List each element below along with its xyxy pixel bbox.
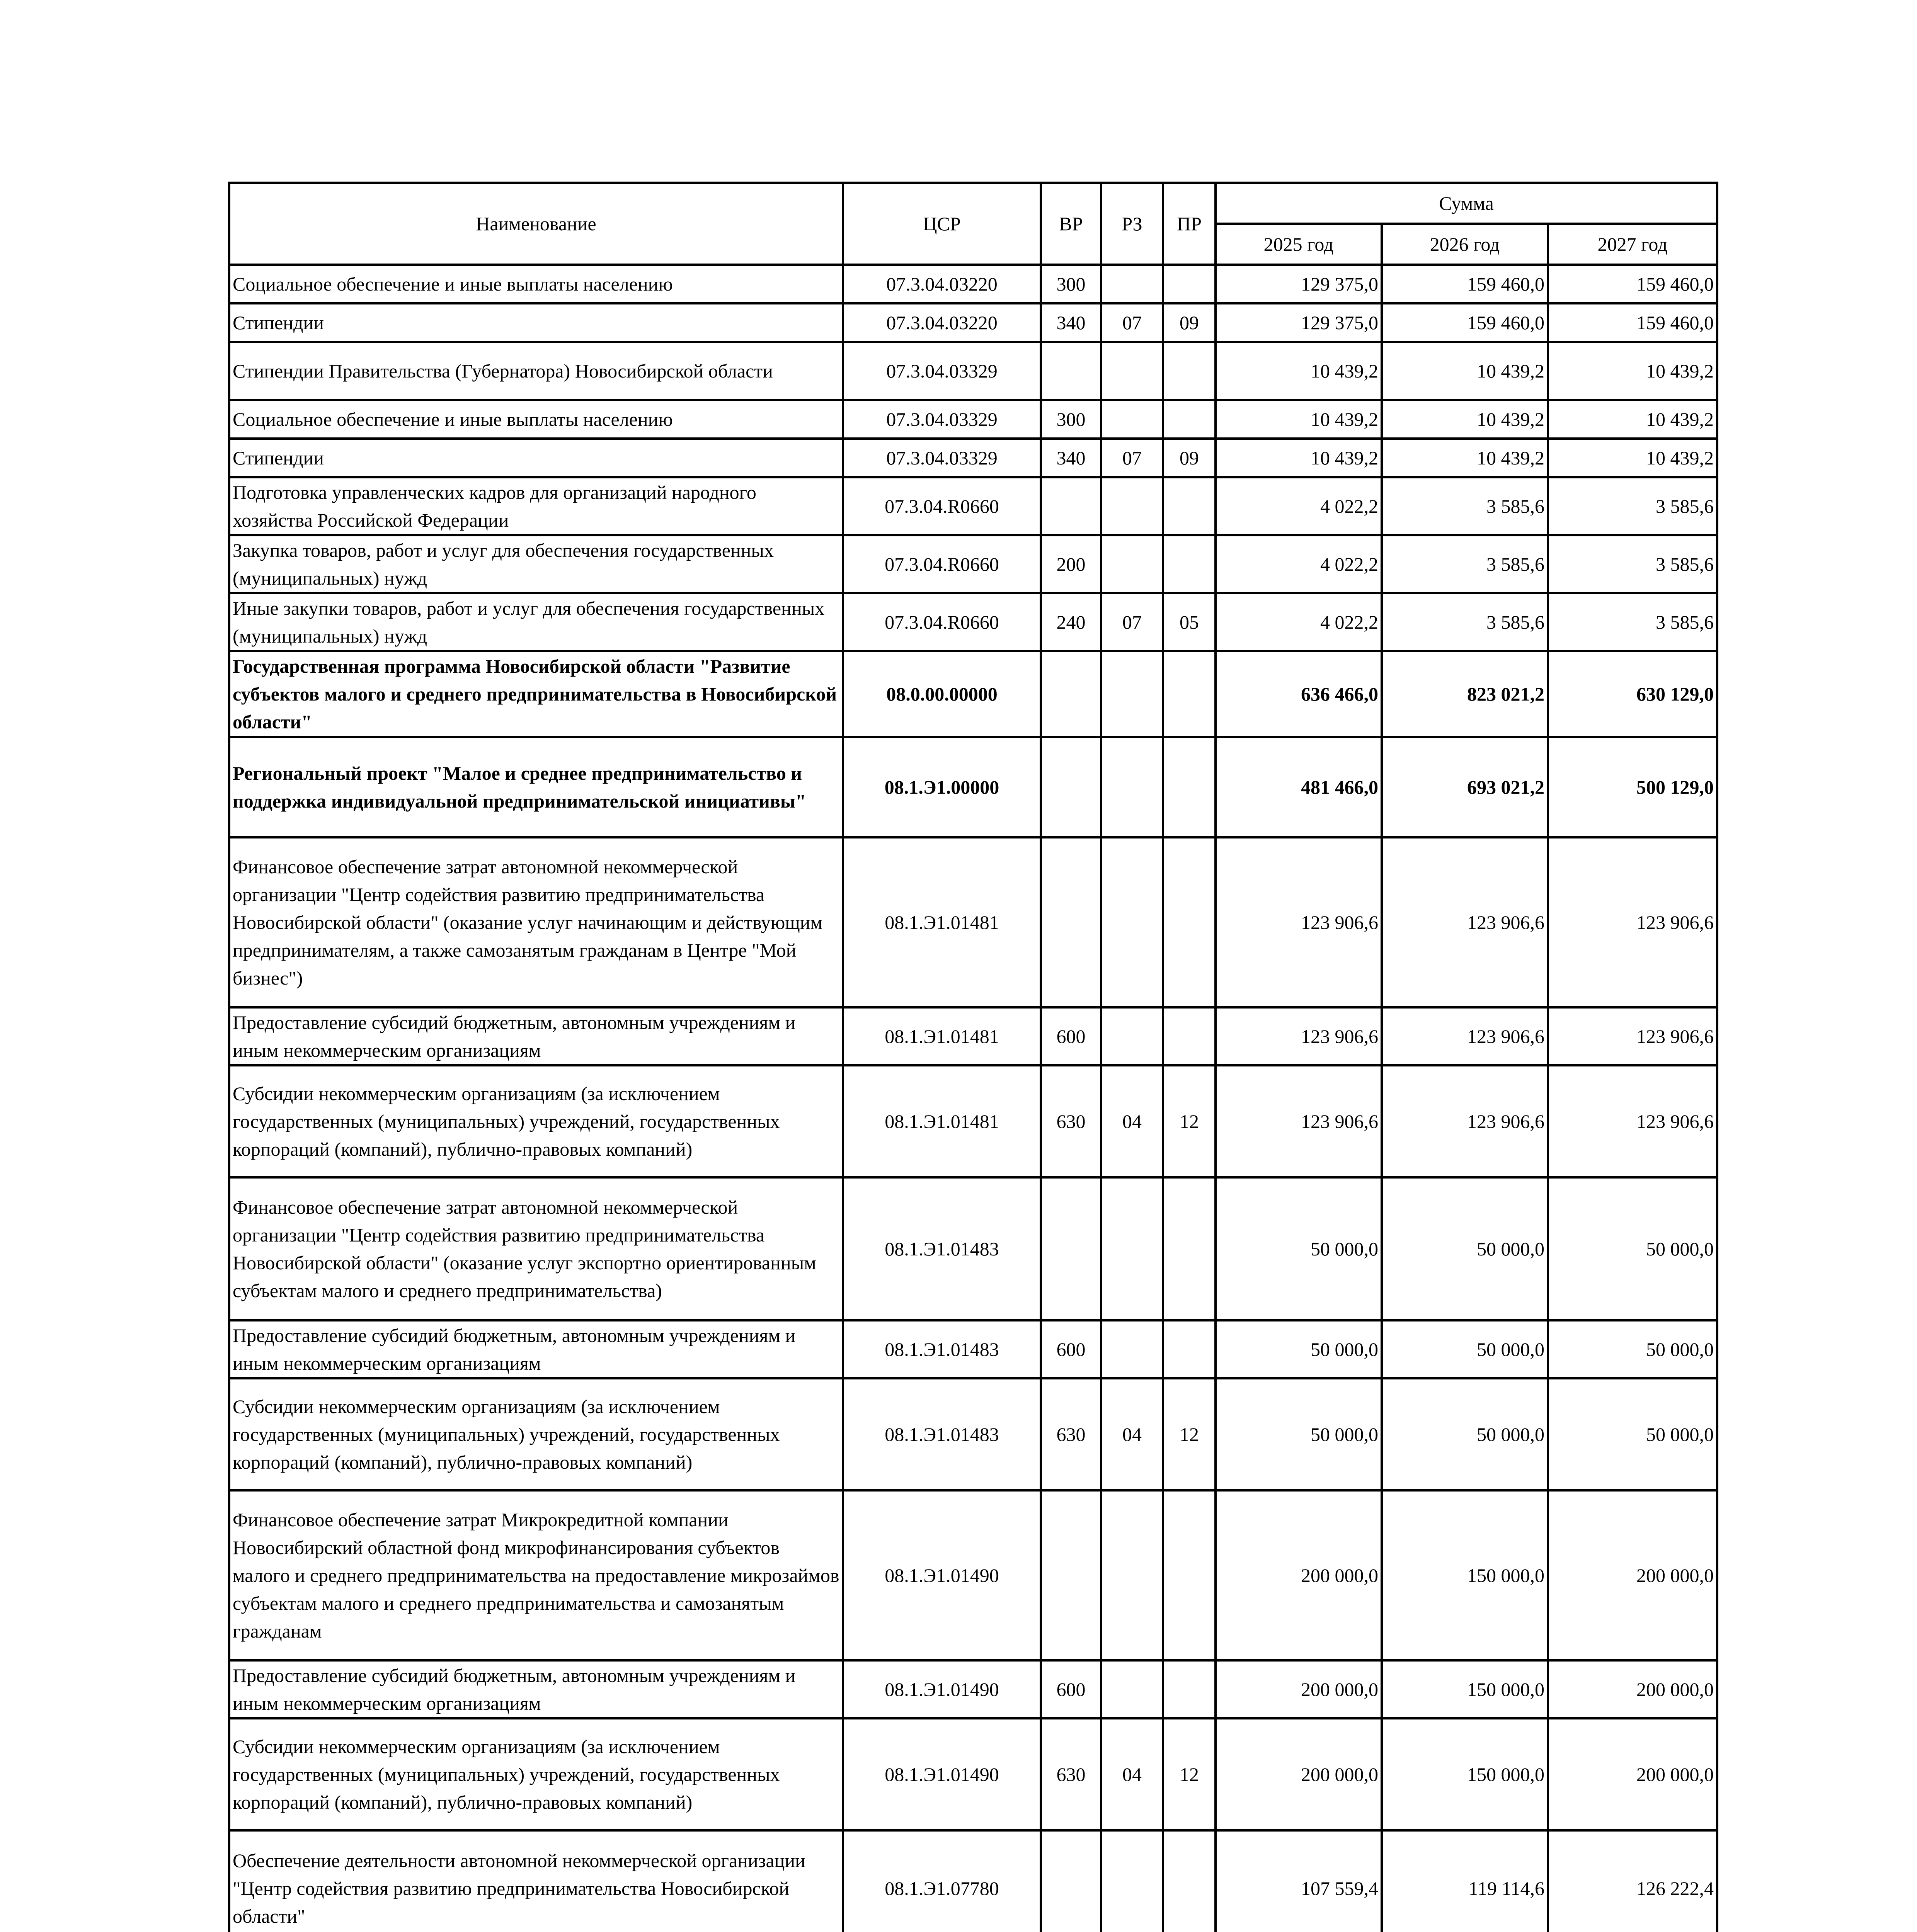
row-vr <box>1041 737 1101 837</box>
row-pr: 12 <box>1163 1065 1216 1177</box>
row-sum-2025: 123 906,6 <box>1216 1065 1382 1177</box>
header-pr: ПР <box>1163 183 1216 265</box>
row-sum-2026: 159 460,0 <box>1382 303 1548 342</box>
row-sum-2027: 50 000,0 <box>1548 1378 1717 1490</box>
row-sum-2026: 159 460,0 <box>1382 265 1548 303</box>
row-csr: 07.3.04.03329 <box>843 342 1041 400</box>
table-row <box>229 1830 1717 1932</box>
row-csr: 08.1.Э1.01483 <box>843 1320 1041 1378</box>
row-sum-2026: 3 585,6 <box>1382 593 1548 651</box>
row-rz <box>1101 1830 1163 1932</box>
row-vr: 300 <box>1041 400 1101 439</box>
row-sum-2025: 4 022,2 <box>1216 535 1382 593</box>
row-vr: 600 <box>1041 1320 1101 1378</box>
row-pr <box>1163 1660 1216 1718</box>
row-rz <box>1101 1177 1163 1320</box>
row-vr: 340 <box>1041 303 1101 342</box>
budget-table <box>228 182 1718 1932</box>
row-sum-2027: 3 585,6 <box>1548 535 1717 593</box>
row-sum-2026: 123 906,6 <box>1382 1065 1548 1177</box>
row-sum-2027: 126 222,4 <box>1548 1830 1717 1932</box>
row-sum-2027: 10 439,2 <box>1548 342 1717 400</box>
row-sum-2026: 150 000,0 <box>1382 1660 1548 1718</box>
row-vr <box>1041 477 1101 535</box>
row-pr: 12 <box>1163 1378 1216 1490</box>
row-sum-2027: 200 000,0 <box>1548 1718 1717 1830</box>
row-name: Субсидии некоммерческим организациям (за исключением государственных (муниципальных) учреждений, государственных корпораций (компаний), публично-правовых компаний) <box>229 1718 843 1830</box>
row-sum-2027: 123 906,6 <box>1548 1007 1717 1065</box>
row-sum-2027: 123 906,6 <box>1548 1065 1717 1177</box>
row-sum-2027: 3 585,6 <box>1548 477 1717 535</box>
header-2025: 2025 год <box>1216 224 1382 265</box>
row-rz <box>1101 737 1163 837</box>
row-csr: 07.3.04.03329 <box>843 400 1041 439</box>
row-rz <box>1101 1320 1163 1378</box>
row-name: Закупка товаров, работ и услуг для обеспечения государственных (муниципальных) нужд <box>229 535 843 593</box>
row-name: Подготовка управленческих кадров для организаций народного хозяйства Российской Федерации <box>229 477 843 535</box>
row-csr: 08.1.Э1.07780 <box>843 1830 1041 1932</box>
row-vr <box>1041 342 1101 400</box>
row-csr: 07.3.04.R0660 <box>843 535 1041 593</box>
row-pr: 12 <box>1163 1718 1216 1830</box>
row-sum-2025: 129 375,0 <box>1216 303 1382 342</box>
row-rz <box>1101 837 1163 1007</box>
row-sum-2026: 823 021,2 <box>1382 651 1548 737</box>
row-rz <box>1101 342 1163 400</box>
row-pr <box>1163 837 1216 1007</box>
row-name: Финансовое обеспечение затрат автономной некоммерческой организации "Центр содействия развитию предпринимательства Новосибирской области" (оказание услуг начинающим и действующим предпринимателям, а также самозанятым гражданам в Центре "Мой бизнес") <box>229 837 843 1007</box>
row-name: Иные закупки товаров, работ и услуг для обеспечения государственных (муниципальных) нужд <box>229 593 843 651</box>
row-sum-2027: 10 439,2 <box>1548 400 1717 439</box>
row-name: Стипендии <box>229 439 843 477</box>
row-name: Социальное обеспечение и иные выплаты населению <box>229 265 843 303</box>
row-pr <box>1163 400 1216 439</box>
row-sum-2025: 481 466,0 <box>1216 737 1382 837</box>
row-sum-2025: 50 000,0 <box>1216 1177 1382 1320</box>
header-name: Наименование <box>229 183 843 265</box>
row-sum-2025: 50 000,0 <box>1216 1320 1382 1378</box>
table-row <box>229 439 1717 477</box>
row-vr: 630 <box>1041 1718 1101 1830</box>
row-rz <box>1101 477 1163 535</box>
row-rz: 04 <box>1101 1065 1163 1177</box>
row-pr <box>1163 1830 1216 1932</box>
row-vr: 600 <box>1041 1660 1101 1718</box>
row-name: Финансовое обеспечение затрат автономной некоммерческой организации "Центр содействия развитию предпринимательства Новосибирской области" (оказание услуг экспортно ориентированным субъектам малого и среднего предпринимательства) <box>229 1177 843 1320</box>
row-csr: 08.1.Э1.01490 <box>843 1490 1041 1660</box>
row-name: Субсидии некоммерческим организациям (за исключением государственных (муниципальных) учреждений, государственных корпораций (компаний), публично-правовых компаний) <box>229 1378 843 1490</box>
table-row <box>229 1660 1717 1718</box>
row-sum-2027: 159 460,0 <box>1548 303 1717 342</box>
row-vr: 340 <box>1041 439 1101 477</box>
row-pr <box>1163 737 1216 837</box>
row-pr <box>1163 651 1216 737</box>
table-header <box>229 183 1717 265</box>
row-sum-2026: 150 000,0 <box>1382 1718 1548 1830</box>
row-sum-2027: 123 906,6 <box>1548 837 1717 1007</box>
table-row <box>229 593 1717 651</box>
row-name: Субсидии некоммерческим организациям (за исключением государственных (муниципальных) учреждений, государственных корпораций (компаний), публично-правовых компаний) <box>229 1065 843 1177</box>
row-pr <box>1163 265 1216 303</box>
header-row <box>229 183 1717 224</box>
header-csr: ЦСР <box>843 183 1041 265</box>
row-csr: 08.1.Э1.01481 <box>843 1065 1041 1177</box>
row-sum-2027: 200 000,0 <box>1548 1490 1717 1660</box>
row-sum-2026: 123 906,6 <box>1382 837 1548 1007</box>
row-vr: 200 <box>1041 535 1101 593</box>
table-row <box>229 1007 1717 1065</box>
row-sum-2026: 10 439,2 <box>1382 439 1548 477</box>
row-sum-2027: 3 585,6 <box>1548 593 1717 651</box>
row-rz <box>1101 265 1163 303</box>
table-row <box>229 1320 1717 1378</box>
row-sum-2026: 50 000,0 <box>1382 1177 1548 1320</box>
header-rz: РЗ <box>1101 183 1163 265</box>
row-sum-2025: 50 000,0 <box>1216 1378 1382 1490</box>
row-rz <box>1101 400 1163 439</box>
row-sum-2026: 3 585,6 <box>1382 535 1548 593</box>
row-sum-2025: 123 906,6 <box>1216 1007 1382 1065</box>
row-name: Обеспечение деятельности автономной некоммерческой организации "Центр содействия развитию предпринимательства Новосибирской области" <box>229 1830 843 1932</box>
row-sum-2027: 500 129,0 <box>1548 737 1717 837</box>
row-sum-2026: 123 906,6 <box>1382 1007 1548 1065</box>
row-csr: 08.1.Э1.01481 <box>843 1007 1041 1065</box>
row-name: Предоставление субсидий бюджетным, автономным учреждениям и иным некоммерческим организациям <box>229 1320 843 1378</box>
row-csr: 07.3.04.03220 <box>843 265 1041 303</box>
row-sum-2026: 150 000,0 <box>1382 1490 1548 1660</box>
table-row <box>229 651 1717 737</box>
row-csr: 08.1.Э1.01483 <box>843 1177 1041 1320</box>
row-csr: 07.3.04.03329 <box>843 439 1041 477</box>
row-csr: 07.3.04.R0660 <box>843 477 1041 535</box>
row-rz: 07 <box>1101 303 1163 342</box>
row-sum-2026: 50 000,0 <box>1382 1320 1548 1378</box>
table-row <box>229 837 1717 1007</box>
row-rz <box>1101 535 1163 593</box>
row-sum-2025: 636 466,0 <box>1216 651 1382 737</box>
row-vr: 240 <box>1041 593 1101 651</box>
row-csr: 07.3.04.R0660 <box>843 593 1041 651</box>
row-sum-2025: 4 022,2 <box>1216 593 1382 651</box>
row-rz: 07 <box>1101 593 1163 651</box>
row-sum-2025: 107 559,4 <box>1216 1830 1382 1932</box>
header-2027: 2027 год <box>1548 224 1717 265</box>
row-sum-2027: 630 129,0 <box>1548 651 1717 737</box>
row-vr <box>1041 837 1101 1007</box>
table-row <box>229 1718 1717 1830</box>
table-body <box>229 265 1717 1932</box>
row-csr: 07.3.04.03220 <box>843 303 1041 342</box>
row-sum-2025: 200 000,0 <box>1216 1660 1382 1718</box>
row-vr: 300 <box>1041 265 1101 303</box>
row-pr <box>1163 535 1216 593</box>
table-row <box>229 303 1717 342</box>
row-csr: 08.0.00.00000 <box>843 651 1041 737</box>
row-sum-2027: 50 000,0 <box>1548 1320 1717 1378</box>
row-vr: 630 <box>1041 1065 1101 1177</box>
header-sum: Сумма <box>1216 183 1717 224</box>
header-2026: 2026 год <box>1382 224 1548 265</box>
row-rz <box>1101 1007 1163 1065</box>
row-sum-2025: 129 375,0 <box>1216 265 1382 303</box>
row-name: Стипендии Правительства (Губернатора) Новосибирской области <box>229 342 843 400</box>
row-csr: 08.1.Э1.01490 <box>843 1660 1041 1718</box>
header-vr: ВР <box>1041 183 1101 265</box>
row-rz <box>1101 1660 1163 1718</box>
row-sum-2026: 10 439,2 <box>1382 400 1548 439</box>
row-csr: 08.1.Э1.00000 <box>843 737 1041 837</box>
row-vr <box>1041 1830 1101 1932</box>
table-row <box>229 1065 1717 1177</box>
row-name: Стипендии <box>229 303 843 342</box>
row-sum-2027: 159 460,0 <box>1548 265 1717 303</box>
row-name: Предоставление субсидий бюджетным, автономным учреждениям и иным некоммерческим организациям <box>229 1007 843 1065</box>
table-row <box>229 1490 1717 1660</box>
row-sum-2027: 10 439,2 <box>1548 439 1717 477</box>
row-name: Социальное обеспечение и иные выплаты населению <box>229 400 843 439</box>
row-name: Государственная программа Новосибирской области "Развитие субъектов малого и среднего предпринимательства в Новосибирской области" <box>229 651 843 737</box>
row-pr <box>1163 1490 1216 1660</box>
row-sum-2026: 119 114,6 <box>1382 1830 1548 1932</box>
row-sum-2025: 10 439,2 <box>1216 439 1382 477</box>
row-sum-2025: 200 000,0 <box>1216 1490 1382 1660</box>
row-pr <box>1163 342 1216 400</box>
budget-table-container <box>228 182 1716 1932</box>
row-pr: 09 <box>1163 439 1216 477</box>
table-row <box>229 1177 1717 1320</box>
row-sum-2025: 4 022,2 <box>1216 477 1382 535</box>
row-rz: 04 <box>1101 1378 1163 1490</box>
row-sum-2026: 693 021,2 <box>1382 737 1548 837</box>
row-pr <box>1163 1007 1216 1065</box>
table-row <box>229 1378 1717 1490</box>
table-row <box>229 265 1717 303</box>
table-row <box>229 535 1717 593</box>
table-row <box>229 477 1717 535</box>
row-pr <box>1163 1177 1216 1320</box>
row-rz: 04 <box>1101 1718 1163 1830</box>
row-vr: 630 <box>1041 1378 1101 1490</box>
row-sum-2026: 10 439,2 <box>1382 342 1548 400</box>
table-row <box>229 342 1717 400</box>
row-sum-2027: 200 000,0 <box>1548 1660 1717 1718</box>
row-vr <box>1041 1490 1101 1660</box>
row-sum-2025: 10 439,2 <box>1216 342 1382 400</box>
row-pr: 09 <box>1163 303 1216 342</box>
row-csr: 08.1.Э1.01483 <box>843 1378 1041 1490</box>
row-vr <box>1041 651 1101 737</box>
row-sum-2026: 50 000,0 <box>1382 1378 1548 1490</box>
row-csr: 08.1.Э1.01481 <box>843 837 1041 1007</box>
row-pr <box>1163 477 1216 535</box>
row-vr <box>1041 1177 1101 1320</box>
row-pr: 05 <box>1163 593 1216 651</box>
row-pr <box>1163 1320 1216 1378</box>
row-rz <box>1101 651 1163 737</box>
row-sum-2025: 10 439,2 <box>1216 400 1382 439</box>
row-name: Финансовое обеспечение затрат Микрокредитной компании Новосибирский областной фонд микрофинансирования субъектов малого и среднего предпринимательства на предоставление микрозаймов субъектам малого и среднего предпринимательства и самозанятым гражданам <box>229 1490 843 1660</box>
row-name: Региональный проект "Малое и среднее предпринимательство и поддержка индивидуальной предпринимательской инициативы" <box>229 737 843 837</box>
row-csr: 08.1.Э1.01490 <box>843 1718 1041 1830</box>
row-rz: 07 <box>1101 439 1163 477</box>
table-row <box>229 737 1717 837</box>
row-name: Предоставление субсидий бюджетным, автономным учреждениям и иным некоммерческим организациям <box>229 1660 843 1718</box>
row-sum-2026: 3 585,6 <box>1382 477 1548 535</box>
row-rz <box>1101 1490 1163 1660</box>
row-sum-2025: 123 906,6 <box>1216 837 1382 1007</box>
row-sum-2027: 50 000,0 <box>1548 1177 1717 1320</box>
row-vr: 600 <box>1041 1007 1101 1065</box>
table-row <box>229 400 1717 439</box>
row-sum-2025: 200 000,0 <box>1216 1718 1382 1830</box>
